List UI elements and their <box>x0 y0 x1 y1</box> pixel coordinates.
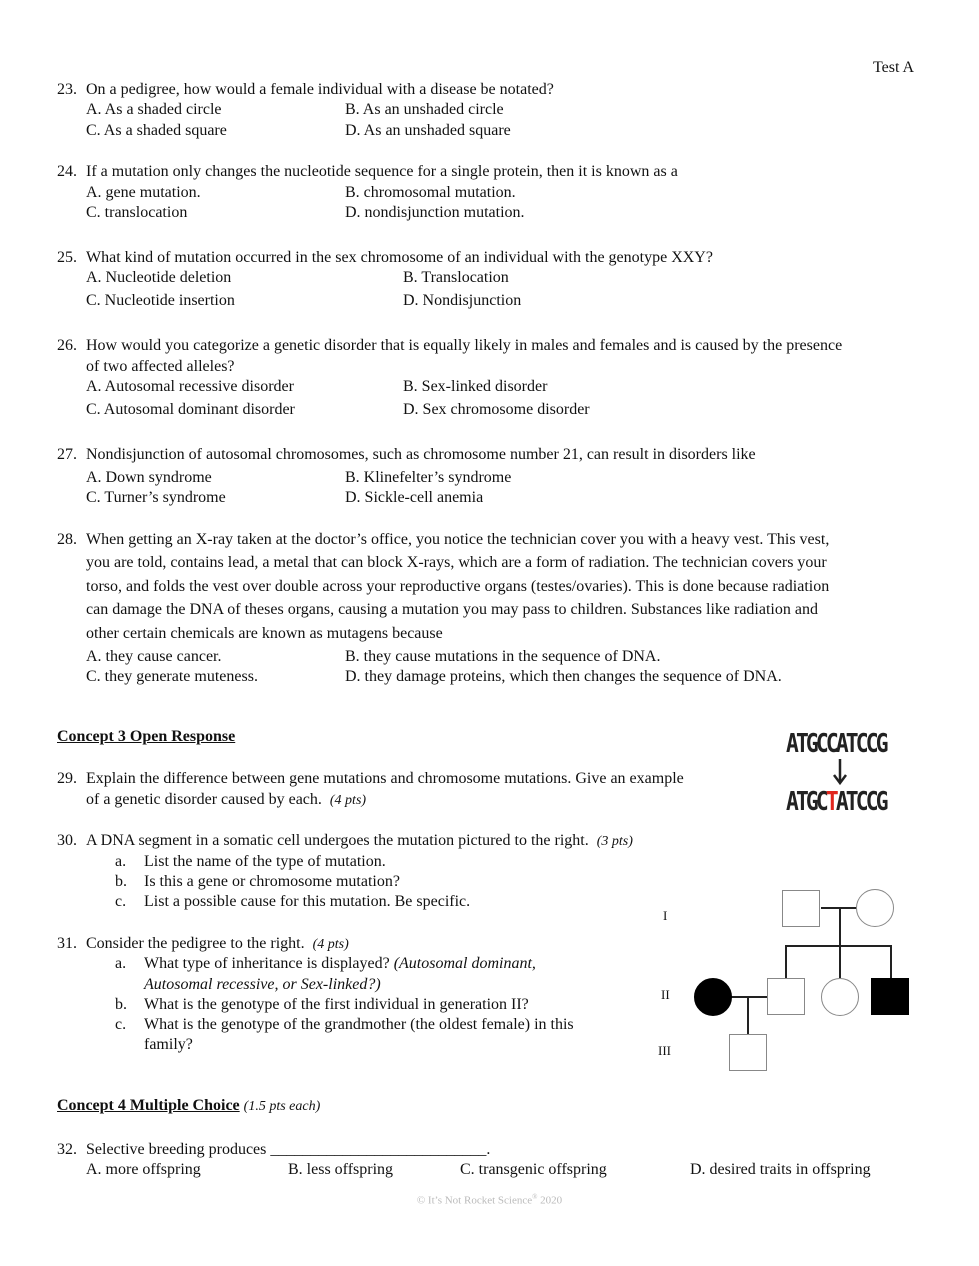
points: (4 pts) <box>312 937 349 952</box>
option-a: A. gene mutation. <box>86 184 201 201</box>
part-letter: a. <box>115 955 127 972</box>
option-d: D. As an unshaded square <box>345 122 511 139</box>
descent-line <box>839 908 841 947</box>
generation-label: II <box>661 987 670 1002</box>
option-d: D. desired traits in offspring <box>690 1161 871 1178</box>
stem-text: of a genetic disorder caused by each. <box>86 791 322 808</box>
part-hint-cont: Autosomal recessive, or Sex-linked?) <box>144 976 381 993</box>
question-number: 28. <box>57 531 77 548</box>
part-hint: (Autosomal dominant, <box>393 955 536 972</box>
concept3-heading: Concept 3 Open Response <box>57 728 236 745</box>
option-d: D. they damage proteins, which then changes the sequence of DNA. <box>345 668 782 685</box>
option-b: B. Sex-linked disorder <box>403 378 548 395</box>
concept4-heading-row <box>57 1096 320 1117</box>
mutated-sequence <box>786 788 886 816</box>
original-sequence <box>786 730 886 758</box>
question-stem: What kind of mutation occurred in the sex chromosome of an individual with the genotype XXY? <box>86 249 713 266</box>
descent-line <box>747 996 749 1034</box>
part-letter: a. <box>115 853 127 870</box>
male-unaffected-III <box>729 1034 767 1071</box>
option-c: C. translocation <box>86 204 188 221</box>
part-text: What is the genotype of the grandmother (the oldest female) in this <box>144 1016 574 1033</box>
stem-text: A DNA segment in a somatic cell undergoes the mutation pictured to the right. <box>86 832 589 849</box>
test-label: Test A <box>873 59 915 76</box>
child-line <box>890 945 892 978</box>
concept4-heading: Concept 4 Multiple Choice <box>57 1097 240 1114</box>
question-stem: If a mutation only changes the nucleotide sequence for a single protein, then it is known as a <box>86 163 678 180</box>
question-stem: How would you categorize a genetic disorder that is equally likely in males and females and is caused by the presence <box>86 337 843 354</box>
part-question: What type of inheritance is displayed? <box>144 955 390 972</box>
points: (3 pts) <box>596 834 633 849</box>
option-d: D. Nondisjunction <box>403 292 522 309</box>
part-text-cont: family? <box>144 1036 193 1053</box>
male-unaffected-I <box>782 890 820 927</box>
child-line <box>785 945 787 978</box>
option-b: B. Klinefelter’s syndrome <box>345 469 512 486</box>
option-c: C. Turner’s syndrome <box>86 489 226 506</box>
points: (1.5 pts each) <box>243 1099 321 1114</box>
seq-part: ATCCG <box>835 787 886 817</box>
part-letter: c. <box>115 1016 127 1033</box>
option-d: D. Sickle-cell anemia <box>345 489 484 506</box>
option-b: B. they cause mutations in the sequence of DNA. <box>345 648 661 665</box>
option-a: A. Autosomal recessive disorder <box>86 378 294 395</box>
copyright-footer <box>0 1193 979 1207</box>
male-unaffected-II <box>767 978 805 1015</box>
question-number: 27. <box>57 446 77 463</box>
points: (4 pts) <box>329 793 367 808</box>
question-stem: Nondisjunction of autosomal chromosomes, such as chromosome number 21, can result in disorders like <box>86 446 756 463</box>
seq-mutated-base: T <box>825 787 836 817</box>
part-letter: b. <box>115 996 127 1013</box>
option-c: C. As a shaded square <box>86 122 227 139</box>
question-number: 29. <box>57 770 77 787</box>
question-stem-cont <box>86 790 366 811</box>
part-letter: c. <box>115 893 127 910</box>
question-stem: Explain the difference between gene mutations and chromosome mutations. Give an example <box>86 770 684 787</box>
question-number: 23. <box>57 81 77 98</box>
question-stem <box>86 831 633 852</box>
option-c: C. they generate muteness. <box>86 668 258 685</box>
question-stem: On a pedigree, how would a female individual with a disease be notated? <box>86 81 554 98</box>
female-unaffected-II <box>821 978 859 1016</box>
question-number: 30. <box>57 832 77 849</box>
question-stem-cont: torso, and folds the vest over double across your reproductive organs (testes/ovaries). This is done because radiation <box>86 578 830 595</box>
option-b: B. chromosomal mutation. <box>345 184 516 201</box>
generation-label: I <box>663 908 668 923</box>
option-c: C. Autosomal dominant disorder <box>86 401 295 418</box>
arrow-down-icon <box>832 758 848 786</box>
child-line <box>839 945 841 978</box>
part-text <box>144 954 536 974</box>
question-number: 31. <box>57 935 77 952</box>
question-stem-cont: you are told, contains lead, a metal that can block X-rays, which are a form of radiation. The technician covers your <box>86 554 827 571</box>
footer-year: 2020 <box>537 1194 563 1207</box>
seq-part: ATGC <box>786 729 826 759</box>
option-c: C. transgenic offspring <box>460 1161 607 1178</box>
female-affected-II <box>694 978 732 1016</box>
seq-changed-base: C <box>825 729 836 759</box>
option-a: A. they cause cancer. <box>86 648 222 665</box>
seq-part: ATCCG <box>835 729 886 759</box>
option-a: A. As a shaded circle <box>86 101 222 118</box>
male-affected-II <box>871 978 909 1015</box>
question-stem-cont: of two affected alleles? <box>86 358 235 375</box>
generation-label: III <box>658 1043 671 1058</box>
option-b: B. Translocation <box>403 269 509 286</box>
part-letter: b. <box>115 873 127 890</box>
part-text: Is this a gene or chromosome mutation? <box>144 873 400 890</box>
question-stem: Selective breeding produces ___________________________. <box>86 1141 491 1158</box>
stem-text: Consider the pedigree to the right. <box>86 935 305 952</box>
question-stem-cont: other certain chemicals are known as mutagens because <box>86 625 443 642</box>
question-number: 25. <box>57 249 77 266</box>
question-number: 26. <box>57 337 77 354</box>
option-a: A. Down syndrome <box>86 469 212 486</box>
seq-part: ATGC <box>786 787 826 817</box>
option-d: D. Sex chromosome disorder <box>403 401 590 418</box>
marriage-line <box>731 996 768 998</box>
question-stem-cont: can damage the DNA of theses organs, causing a mutation you may pass to children. Substances like radiation and <box>86 601 818 618</box>
option-b: B. As an unshaded circle <box>345 101 504 118</box>
option-d: D. nondisjunction mutation. <box>345 204 525 221</box>
option-b: B. less offspring <box>288 1161 394 1178</box>
option-a: A. Nucleotide deletion <box>86 269 232 286</box>
part-text: What is the genotype of the first individual in generation II? <box>144 996 529 1013</box>
part-text: List the name of the type of mutation. <box>144 853 386 870</box>
footer-text: © It’s Not Rocket Science <box>416 1194 533 1207</box>
registered-mark: ® <box>532 1193 538 1201</box>
question-stem: When getting an X-ray taken at the doctor’s office, you notice the technician cover you with a heavy vest. This vest, <box>86 531 830 548</box>
question-number: 32. <box>57 1141 77 1158</box>
question-number: 24. <box>57 163 77 180</box>
female-unaffected-I <box>856 889 894 927</box>
part-text: List a possible cause for this mutation. Be specific. <box>144 893 471 910</box>
option-a: A. more offspring <box>86 1161 201 1178</box>
option-c: C. Nucleotide insertion <box>86 292 235 309</box>
question-stem <box>86 934 349 955</box>
